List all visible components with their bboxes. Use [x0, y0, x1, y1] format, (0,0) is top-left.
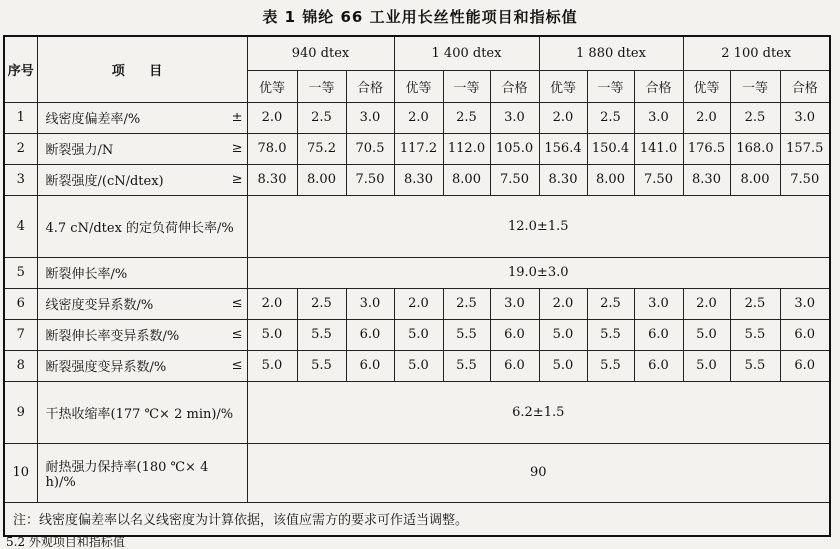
- value-cell: 5.0: [683, 350, 730, 381]
- value-cell: 176.5: [683, 133, 730, 164]
- row-item-label: 断裂伸长率变异系数/%: [45, 329, 180, 344]
- next-heading: 5.2 外观项目和指标值: [6, 535, 125, 549]
- value-cell: 5.5: [443, 350, 490, 381]
- row-item-label: 断裂强度/(cN/dtex): [45, 174, 164, 189]
- value-cell: 3.0: [490, 102, 539, 133]
- row-item-label: 断裂强度变异系数/%: [45, 360, 167, 375]
- header-grade: 合格: [780, 70, 830, 102]
- row-number: 6: [4, 288, 37, 319]
- value-cell: 2.5: [297, 102, 346, 133]
- row-item-cell: [37, 350, 247, 381]
- value-cell: 5.0: [394, 350, 443, 381]
- value-cell: 3.0: [780, 288, 830, 319]
- row-item-cell: [37, 381, 247, 443]
- merged-value-cell: 12.0±1.5: [247, 195, 830, 257]
- row-item-label: 线密度变异系数/%: [45, 298, 154, 313]
- row-comparison-symbol: ≤: [231, 296, 243, 311]
- value-cell: 2.0: [539, 288, 587, 319]
- table-row: [4, 164, 830, 195]
- header-grade: 一等: [443, 70, 490, 102]
- value-cell: 2.5: [730, 288, 780, 319]
- value-cell: 2.5: [587, 102, 634, 133]
- value-cell: 5.0: [394, 319, 443, 350]
- header-grade: 一等: [587, 70, 634, 102]
- value-cell: 5.5: [443, 319, 490, 350]
- header-grade: 优等: [539, 70, 587, 102]
- value-cell: 6.0: [780, 350, 830, 381]
- row-item-cell: [37, 443, 247, 502]
- row-comparison-symbol: ≥: [231, 172, 243, 187]
- table-row: [4, 288, 830, 319]
- row-item-label: 线密度偏差率/%: [45, 112, 141, 127]
- row-number: 1: [4, 102, 37, 133]
- row-item-label: 4.7 cN/dtex 的定负荷伸长率/%: [45, 220, 234, 236]
- value-cell: 8.00: [730, 164, 780, 195]
- row-item-cell: [37, 195, 247, 257]
- value-cell: 5.5: [587, 350, 634, 381]
- table-note: 注：线密度偏差率以名义线密度为计算依据，该值应需方的要求可作适当调整。: [4, 502, 830, 536]
- value-cell: 112.0: [443, 133, 490, 164]
- value-cell: 8.30: [247, 164, 297, 195]
- value-cell: 2.5: [587, 288, 634, 319]
- row-item-cell: [37, 133, 247, 164]
- value-cell: 6.0: [490, 350, 539, 381]
- spec-table: [3, 35, 831, 537]
- value-cell: 3.0: [346, 102, 394, 133]
- table-row: [4, 443, 830, 502]
- row-item-cell: [37, 102, 247, 133]
- value-cell: 2.0: [683, 288, 730, 319]
- value-cell: 157.5: [780, 133, 830, 164]
- value-cell: 3.0: [634, 288, 683, 319]
- value-cell: 2.0: [247, 102, 297, 133]
- value-cell: 5.5: [587, 319, 634, 350]
- value-cell: 150.4: [587, 133, 634, 164]
- table-row: [4, 319, 830, 350]
- value-cell: 8.30: [394, 164, 443, 195]
- value-cell: 2.0: [394, 288, 443, 319]
- row-item-label: 耐热强力保持率(180 ℃× 4 h)/%: [45, 459, 209, 490]
- value-cell: 7.50: [780, 164, 830, 195]
- value-cell: 168.0: [730, 133, 780, 164]
- table-row: [4, 350, 830, 381]
- row-item-label: 干热收缩率(177 ℃× 2 min)/%: [45, 406, 234, 422]
- table-row: [4, 257, 830, 288]
- row-number: 7: [4, 319, 37, 350]
- row-item-label: 断裂强力/N: [45, 143, 114, 158]
- value-cell: 75.2: [297, 133, 346, 164]
- value-cell: 2.0: [683, 102, 730, 133]
- value-cell: 7.50: [634, 164, 683, 195]
- row-comparison-symbol: ±: [231, 110, 243, 125]
- header-seq: 序号: [4, 36, 37, 102]
- value-cell: 117.2: [394, 133, 443, 164]
- value-cell: 7.50: [346, 164, 394, 195]
- value-cell: 8.00: [443, 164, 490, 195]
- row-number: 5: [4, 257, 37, 288]
- value-cell: 105.0: [490, 133, 539, 164]
- value-cell: 2.5: [297, 288, 346, 319]
- value-cell: 3.0: [634, 102, 683, 133]
- value-cell: 8.30: [683, 164, 730, 195]
- value-cell: 5.0: [683, 319, 730, 350]
- table-body: [4, 102, 830, 536]
- value-cell: 2.5: [443, 288, 490, 319]
- value-cell: 6.0: [634, 319, 683, 350]
- merged-value-cell: 90: [247, 443, 830, 502]
- table-head: [4, 36, 830, 102]
- header-grade: 合格: [346, 70, 394, 102]
- value-cell: 5.0: [247, 350, 297, 381]
- row-item-cell: [37, 164, 247, 195]
- value-cell: 2.0: [394, 102, 443, 133]
- row-number: 2: [4, 133, 37, 164]
- value-cell: 5.5: [730, 350, 780, 381]
- header-group-2100: 2 100 dtex: [683, 36, 830, 70]
- row-item-cell: [37, 319, 247, 350]
- value-cell: 6.0: [780, 319, 830, 350]
- value-cell: 5.5: [730, 319, 780, 350]
- value-cell: 70.5: [346, 133, 394, 164]
- value-cell: 3.0: [346, 288, 394, 319]
- row-comparison-symbol: ≤: [231, 327, 243, 342]
- row-number: 9: [4, 381, 37, 443]
- value-cell: 5.0: [247, 319, 297, 350]
- row-number: 10: [4, 443, 37, 502]
- value-cell: 5.0: [539, 319, 587, 350]
- header-group-940: 940 dtex: [247, 36, 394, 70]
- row-item-cell: [37, 257, 247, 288]
- value-cell: 8.00: [587, 164, 634, 195]
- value-cell: 6.0: [634, 350, 683, 381]
- header-grade: 优等: [247, 70, 297, 102]
- header-group-1400: 1 400 dtex: [394, 36, 539, 70]
- value-cell: 6.0: [346, 350, 394, 381]
- row-item-cell: [37, 288, 247, 319]
- value-cell: 78.0: [247, 133, 297, 164]
- value-cell: 2.5: [730, 102, 780, 133]
- value-cell: 5.5: [297, 319, 346, 350]
- value-cell: 5.5: [297, 350, 346, 381]
- merged-value-cell: 19.0±3.0: [247, 257, 830, 288]
- value-cell: 5.0: [539, 350, 587, 381]
- table-row: [4, 102, 830, 133]
- header-grade: 一等: [297, 70, 346, 102]
- table-row: [4, 133, 830, 164]
- header-item: 项 目: [37, 36, 247, 102]
- row-number: 3: [4, 164, 37, 195]
- row-comparison-symbol: ≥: [231, 141, 243, 156]
- value-cell: 156.4: [539, 133, 587, 164]
- table-title: 表 1 锦纶 66 工业用长丝性能项目和指标值: [262, 8, 578, 26]
- header-grade: 合格: [490, 70, 539, 102]
- table-row: [4, 195, 830, 257]
- value-cell: 8.30: [539, 164, 587, 195]
- value-cell: 7.50: [490, 164, 539, 195]
- row-item-label: 断裂伸长率/%: [45, 267, 128, 282]
- header-grade: 优等: [394, 70, 443, 102]
- header-grade: 合格: [634, 70, 683, 102]
- table-row: [4, 381, 830, 443]
- row-number: 8: [4, 350, 37, 381]
- value-cell: 8.00: [297, 164, 346, 195]
- header-grade: 一等: [730, 70, 780, 102]
- value-cell: 3.0: [490, 288, 539, 319]
- value-cell: 2.0: [247, 288, 297, 319]
- value-cell: 141.0: [634, 133, 683, 164]
- value-cell: 6.0: [346, 319, 394, 350]
- value-cell: 3.0: [780, 102, 830, 133]
- row-number: 4: [4, 195, 37, 257]
- value-cell: 2.5: [443, 102, 490, 133]
- header-group-1880: 1 880 dtex: [539, 36, 683, 70]
- value-cell: 6.0: [490, 319, 539, 350]
- header-grade: 优等: [683, 70, 730, 102]
- merged-value-cell: 6.2±1.5: [247, 381, 830, 443]
- value-cell: 2.0: [539, 102, 587, 133]
- row-comparison-symbol: ≤: [231, 358, 243, 373]
